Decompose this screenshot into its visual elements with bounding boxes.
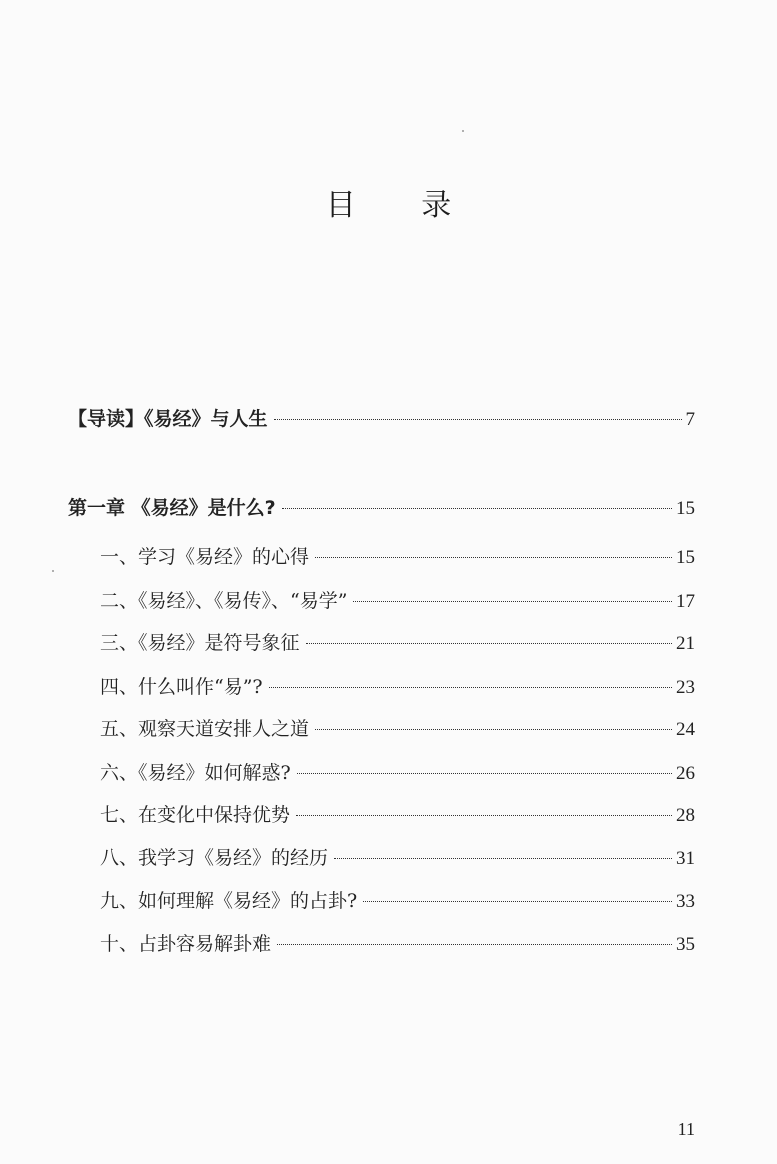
toc-entry-label: 四、什么叫作“易”? [100, 676, 263, 698]
dot-leader [315, 729, 672, 730]
toc-entry-page: 21 [676, 633, 695, 654]
toc-entry-section[interactable] [0, 886, 777, 916]
toc-entry-label: 【导读】《易经》与人生 [68, 408, 268, 430]
dot-leader [363, 901, 672, 902]
toc-entry-page: 35 [676, 934, 695, 955]
toc-entry-label: 十、占卦容易解卦难 [100, 933, 272, 955]
dot-leader [297, 773, 672, 774]
toc-entry-page: 24 [676, 719, 695, 740]
toc-entry-label: 六、《易经》如何解惑? [100, 762, 291, 784]
dot-leader [282, 508, 672, 509]
toc-entry-label: 九、如何理解《易经》的占卦? [100, 890, 358, 912]
toc-entry-section[interactable] [0, 672, 777, 702]
dot-leader [274, 419, 682, 420]
toc-entry-section[interactable] [0, 586, 777, 616]
toc-entry-page: 28 [676, 805, 695, 826]
toc-entry-section[interactable] [0, 542, 777, 572]
toc-entry-section[interactable] [0, 800, 777, 830]
toc-entry-page: 15 [676, 547, 695, 568]
toc-entry-label: 五、观察天道安排人之道 [100, 718, 310, 740]
dot-leader [353, 601, 672, 602]
dot-leader [296, 815, 672, 816]
toc-entry-section[interactable] [0, 929, 777, 959]
dot-leader [315, 557, 672, 558]
dot-leader [334, 858, 672, 859]
toc-entry-label: 八、我学习《易经》的经历 [100, 847, 329, 869]
dot-leader [269, 687, 672, 688]
toc-entry-label: 一、学习《易经》的心得 [100, 546, 310, 568]
toc-entry-page: 26 [676, 763, 695, 784]
toc-entry-page: 17 [676, 591, 695, 612]
toc-entry-section[interactable] [0, 628, 777, 658]
toc-entry-chapter-1[interactable] [0, 493, 777, 523]
toc-entry-intro[interactable] [0, 404, 777, 434]
page-number: 11 [677, 1119, 695, 1139]
toc-entry-label: 二、《易经》、《易传》、“易学” [100, 590, 348, 612]
toc-entry-page: 31 [676, 848, 695, 869]
toc-entry-page: 23 [676, 677, 695, 698]
dot-leader [306, 643, 672, 644]
toc-entry-page: 15 [676, 498, 695, 519]
page-title: 目 录 [325, 188, 480, 223]
toc-entry-page: 33 [676, 891, 695, 912]
dot-leader [277, 944, 672, 945]
toc-entry-label: 三、《易经》是符号象征 [100, 632, 300, 654]
toc-entry-page: 7 [685, 409, 695, 430]
toc-entry-section[interactable] [0, 843, 777, 873]
toc-entry-section[interactable] [0, 714, 777, 744]
toc-entry-label: 七、在变化中保持优势 [100, 804, 291, 826]
toc-entry-label: 第一章 《易经》是什么? [68, 497, 276, 519]
toc-entry-section[interactable] [0, 758, 777, 788]
